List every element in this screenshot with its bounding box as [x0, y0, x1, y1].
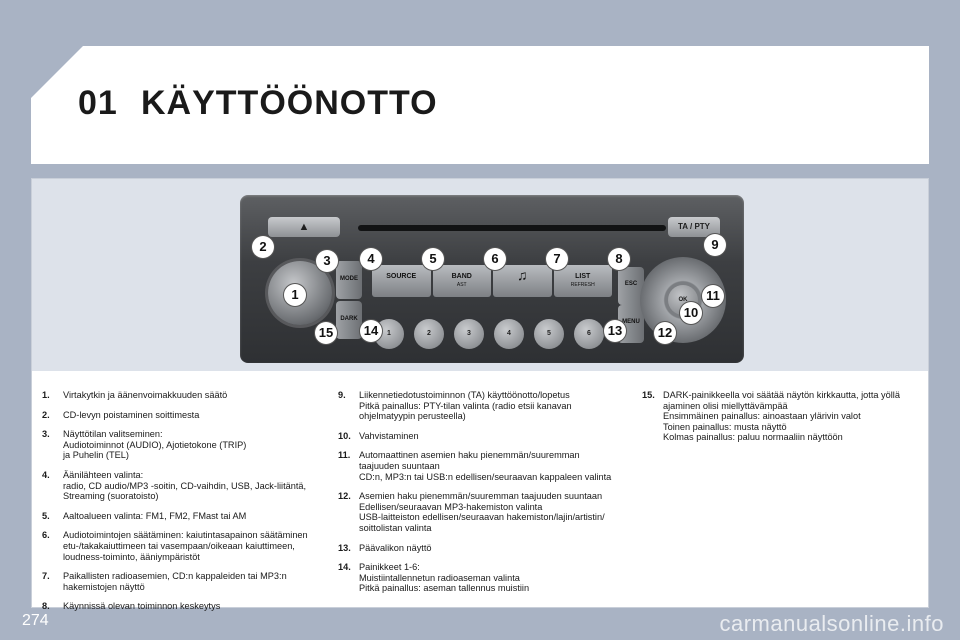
callout-2: 2: [252, 236, 274, 258]
legend-text: Aaltoalueen valinta: FM1, FM2, FMast tai AM: [63, 510, 247, 521]
eject-button: ▲: [268, 217, 340, 237]
band-label: BAND: [451, 273, 472, 280]
legend-number: 6.: [42, 530, 50, 541]
watermark: carmanualsonline.info: [719, 611, 944, 636]
legend-number: 12.: [338, 491, 351, 502]
legend-number: 13.: [338, 542, 351, 553]
chapter-number: 01: [78, 84, 118, 122]
band-sub-label: AST: [456, 282, 467, 288]
legend-text: Vahvistaminen: [359, 430, 419, 441]
callout-11: 11: [702, 285, 724, 307]
menu-label: MENU: [622, 319, 640, 325]
preset-button-2: 2: [414, 319, 444, 349]
preset-button-4: 4: [494, 319, 524, 349]
legend-number: 11.: [338, 450, 351, 461]
legend-item-14: [338, 562, 634, 594]
legend-text: Asemien haku pienemmän/suuremman taajuuden suuntaan Edellisen/seuraavan MP3-hakemiston valinta USB-laitteiston edellisen/seuraavan hakemiston/lajin/artistin/ soittolistan valinta: [359, 491, 605, 533]
legend-text: Käynnissä olevan toiminnon keskeytys: [63, 601, 221, 612]
legend-text: Audiotoimintojen säätäminen: kaiutintasapainon säätäminen etu-/takakaiuttimeen tai vasempaan/oikeaan kaiuttimeen, loudness-toiminto, ääniympäristöt: [63, 530, 308, 562]
legend-text: DARK-painikkeella voi säätää näytön kirkkautta, jotta yöllä ajaminen olisi miellyttävämpää Ensimmäinen painallus: ainoastaan ylärivin valot Toinen painallus: musta näyttö Kolmas painallus: paluu normaaliin näyttöön: [663, 390, 900, 443]
legend-column-3: [642, 390, 922, 452]
preset-button-6: 6: [574, 319, 604, 349]
list-button: [554, 265, 613, 297]
esc-label: ESC: [624, 281, 638, 287]
callout-9: 9: [704, 234, 726, 256]
legend-item-5: [42, 511, 332, 522]
callout-5: 5: [422, 248, 444, 270]
legend-item-7: [42, 571, 332, 592]
music-button: [493, 265, 552, 297]
legend-item-12: [338, 491, 634, 533]
legend-item-9: [338, 390, 634, 422]
callout-13: 13: [604, 320, 626, 342]
preset-button-1: 1: [374, 319, 404, 349]
ta-pty-button: TA / PTY: [668, 217, 720, 237]
legend-text: Liikennetiedotustoiminnon (TA) käyttöönotto/lopetus Pitkä painallus: PTY-tilan valinta (radio etsii kanavan ohjelmatyypin perusteella): [359, 390, 572, 422]
legend-item-4: [42, 470, 332, 502]
chapter-title: KÄYTTÖÖNOTTO: [141, 84, 438, 122]
callout-14: 14: [360, 320, 382, 342]
list-sub-label: REFRESH: [570, 282, 595, 288]
ok-button: OK: [668, 285, 698, 315]
mode-label: MODE: [340, 276, 358, 282]
source-button: [372, 265, 431, 297]
legend-number: 10.: [338, 430, 351, 441]
legend-item-2: [42, 410, 332, 421]
callout-1: 1: [284, 284, 306, 306]
legend-number: 7.: [42, 571, 50, 582]
band-button: [433, 265, 492, 297]
callout-4: 4: [360, 248, 382, 270]
legend-column-1: [42, 390, 332, 621]
callout-3: 3: [316, 250, 338, 272]
legend-text: Näyttötilan valitseminen: Audiotoiminnot (AUDIO), Ajotietokone (TRIP) ja Puhelin (TEL): [63, 429, 247, 461]
legend-number: 15.: [642, 390, 655, 400]
legend-text: Painikkeet 1-6: Muistiintallennetun radioaseman valinta Pitkä painallus: aseman tallennus muistiin: [359, 562, 530, 594]
legend-text: Automaattinen asemien haku pienemmän/suuremman taajuuden suuntaan CD:n, MP3:n tai USB:n edellisen/seuraavan kappaleen valinta: [359, 450, 612, 482]
preset-button-5: 5: [534, 319, 564, 349]
legend-number: 4.: [42, 469, 50, 480]
dark-button: [336, 301, 362, 339]
source-label: SOURCE: [386, 273, 417, 280]
legend-item-10: [338, 431, 634, 442]
legend-number: 1.: [42, 390, 50, 400]
callout-10: 10: [680, 302, 702, 324]
legend-text: Virtakytkin ja äänenvoimakkuuden säätö: [63, 390, 228, 400]
list-label: LIST: [575, 273, 591, 280]
music-icon: ♫: [517, 267, 528, 283]
legend-item-1: [42, 390, 332, 401]
legend-item-8: [42, 601, 332, 612]
legend-item-11: [338, 450, 634, 482]
legend-text: Äänilähteen valinta: radio, CD audio/MP3 -soitin, CD-vaihdin, USB, Jack-liitäntä, Streaming (suoratoisto): [63, 469, 307, 502]
page-number: 274: [22, 612, 49, 629]
legend-number: 2.: [42, 409, 50, 420]
legend-number: 14.: [338, 562, 351, 573]
callout-15: 15: [315, 322, 337, 344]
mode-button: [336, 261, 362, 299]
legend-number: 9.: [338, 390, 346, 400]
callout-6: 6: [484, 248, 506, 270]
legend-text: Päävalikon näyttö: [359, 542, 432, 553]
callout-8: 8: [608, 248, 630, 270]
legend-number: 5.: [42, 510, 50, 521]
legend-text: Paikallisten radioasemien, CD:n kappaleiden tai MP3:n hakemistojen näyttö: [63, 571, 287, 592]
legend-number: 3.: [42, 429, 50, 440]
legend-item-3: [42, 429, 332, 461]
legend-text: CD-levyn poistaminen soittimesta: [63, 409, 200, 420]
callout-7: 7: [546, 248, 568, 270]
cd-slot: [358, 225, 666, 231]
legend-item-13: [338, 543, 634, 554]
callout-12: 12: [654, 322, 676, 344]
legend-number: 8.: [42, 601, 50, 612]
legend-item-15: [642, 390, 922, 443]
dark-label: DARK: [340, 316, 358, 322]
preset-button-3: 3: [454, 319, 484, 349]
legend-item-6: [42, 530, 332, 562]
legend-column-2: [338, 390, 634, 603]
